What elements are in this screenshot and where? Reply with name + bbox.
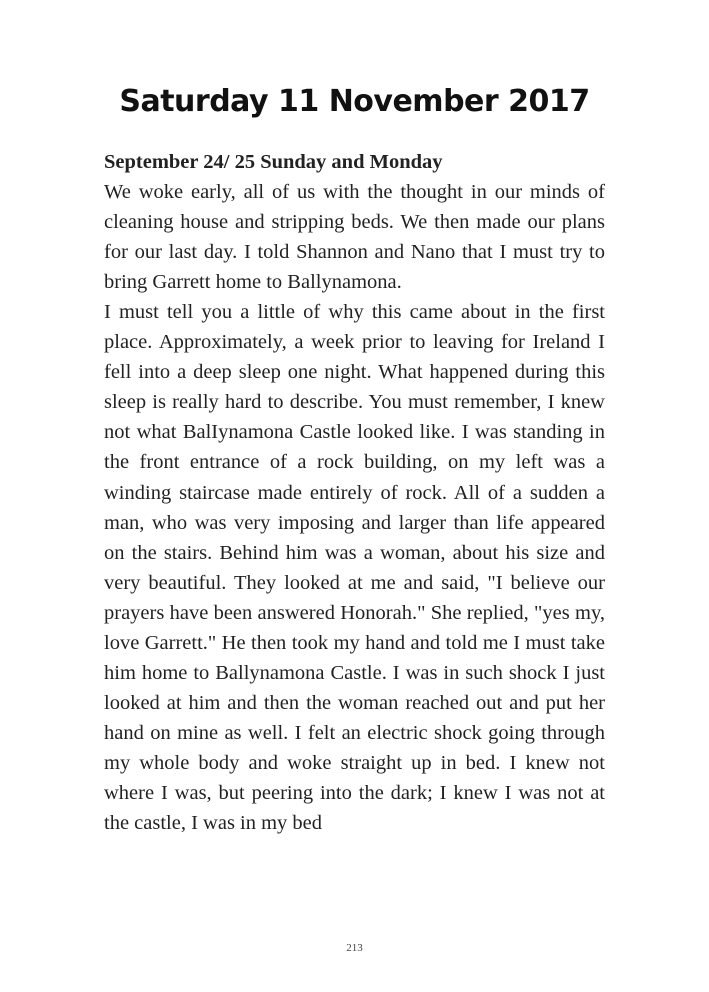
page-title: Saturday 11 November 2017 [119, 84, 590, 119]
paragraph-2: I must tell you a little of why this came about in the first place. Approximately, a week prior to leaving for Ireland I fell into a deep sleep one night. What happened during this sleep is really hard to describe. You must remember, I knew not what BalIynamona Castle looked like. I was standing in the front entrance of a rock building, on my left was a winding staircase made entirely of rock. All of a sudden a man, who was very imposing and larger than life appeared on the stairs. Behind him was a woman, about his size and very beautiful. They looked at me and said, "I believe our prayers have been answered Honorah." She replied, "yes my, love Garrett." He then took my hand and told me I must take him home to Ballynamona Castle. I was in such shock I just looked at him and then the woman reached out and put her hand on mine as well. I felt an electric shock going through my whole body and woke straight up in bed. I knew not where I was, but peering into the dark; I knew I was not at the castle, I was in my bed [104, 301, 605, 835]
page-number: 213 [346, 942, 363, 954]
paragraph-1: We woke early, all of us with the thought in our minds of cleaning house and stripping beds. We then made our plans for our last day. I told Shannon and Nano that I must try to bring Garrett home to Ballynamona. [104, 181, 605, 294]
body-content [104, 147, 605, 838]
section-heading: September 24/ 25 Sunday and Monday [104, 151, 443, 173]
